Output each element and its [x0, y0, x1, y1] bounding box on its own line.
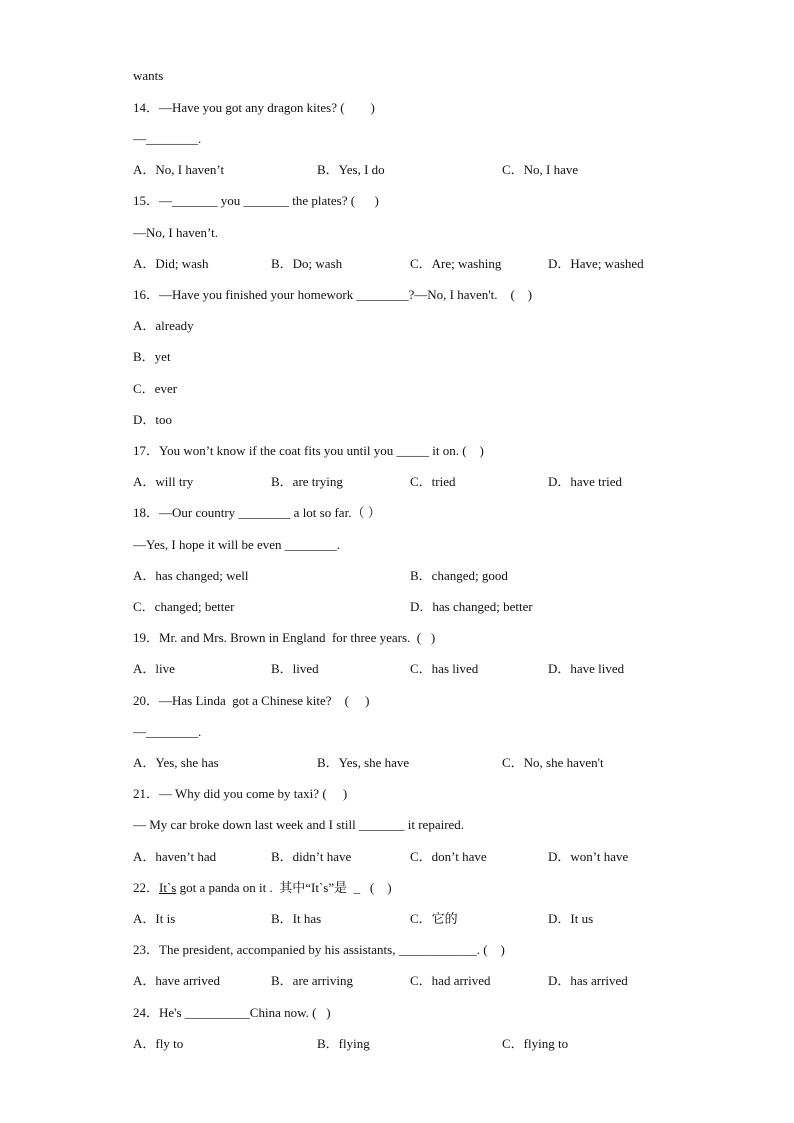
question-14-stem: 14．—Have you got any dragon kites? ( ) — [133, 100, 375, 115]
question-16-option-d: D．too — [133, 412, 173, 427]
question-15-stem: 15．—_______ you _______ the plates? ( ) — [133, 193, 379, 208]
question-22-stem-rest: got a panda on it . 其中“It`s”是 _ ( ) — [176, 880, 392, 895]
option-a: A．Yes, she has — [133, 755, 219, 770]
question-20-stem: 20．—Has Linda got a Chinese kite? ( ) — [133, 693, 370, 708]
option-b: B．It has — [271, 911, 322, 926]
question-23-stem: 23．The president, accompanied by his assistants, ____________. ( ) — [133, 942, 505, 957]
option-c: C．had arrived — [410, 973, 491, 988]
option-d: D．Have; washed — [548, 256, 644, 271]
question-21-stem: 21．— Why did you come by taxi? ( ) — [133, 786, 348, 801]
option-d: D．have lived — [548, 661, 625, 676]
option-d: D．It us — [548, 911, 594, 926]
question-16-option-b: B．yet — [133, 349, 171, 364]
question-17-stem: 17．You won’t know if the coat fits you until you _____ it on. ( ) — [133, 443, 484, 458]
option-c: C．don’t have — [410, 849, 487, 864]
question-19-stem: 19．Mr. and Mrs. Brown in England for three years. ( ) — [133, 630, 436, 645]
option-b: B．lived — [271, 661, 319, 676]
option-b: B．changed; good — [410, 568, 508, 583]
option-a: A．haven’t had — [133, 849, 217, 864]
option-a: A．live — [133, 661, 175, 676]
question-18-followup: —Yes, I hope it will be even ________. — [133, 537, 341, 552]
question-16-option-c: C．ever — [133, 381, 178, 396]
option-d: D．has arrived — [548, 973, 628, 988]
question-15-followup: —No, I haven’t. — [133, 225, 218, 240]
question-21-followup: — My car broke down last week and I still _______ it repaired. — [133, 817, 465, 832]
question-14-followup: —________. — [133, 131, 202, 146]
option-d: D．has changed; better — [410, 599, 533, 614]
option-a: A．will try — [133, 474, 194, 489]
question-22-stem — [133, 880, 392, 896]
option-b: B．Yes, she have — [317, 755, 410, 770]
question-20-followup: —________. — [133, 724, 202, 739]
option-b: B．Do; wash — [271, 256, 343, 271]
option-c: C．Are; washing — [410, 256, 502, 271]
option-b: B．are arriving — [271, 973, 353, 988]
option-a: A．Did; wash — [133, 256, 209, 271]
option-c: C．No, I have — [502, 162, 579, 177]
question-22-number: 22． — [133, 880, 160, 895]
option-a: A．No, I haven’t — [133, 162, 225, 177]
option-c: C．changed; better — [133, 599, 235, 614]
option-c: C．它的 — [410, 911, 458, 926]
option-c: C．has lived — [410, 661, 479, 676]
option-b: B．didn’t have — [271, 849, 352, 864]
option-c: C．No, she haven't — [502, 755, 604, 770]
option-a: A．have arrived — [133, 973, 220, 988]
option-a: A．has changed; well — [133, 568, 249, 583]
option-b: B．Yes, I do — [317, 162, 385, 177]
option-d: D．have tried — [548, 474, 623, 489]
question-16-option-a: A．already — [133, 318, 194, 333]
intro-text: wants — [133, 68, 164, 83]
question-18-stem: 18．—Our country ________ a lot so far.（ ） — [133, 505, 381, 520]
question-16-stem: 16．—Have you finished your homework ________?—No, I haven't. ( ) — [133, 287, 533, 302]
option-a: A．It is — [133, 911, 176, 926]
option-c: C．tried — [410, 474, 456, 489]
option-d: D．won’t have — [548, 849, 629, 864]
option-c: C．flying to — [502, 1036, 569, 1051]
option-b: B．are trying — [271, 474, 343, 489]
question-24-stem: 24．He's __________China now. ( ) — [133, 1005, 331, 1020]
option-b: B．flying — [317, 1036, 370, 1051]
underlined-word: It`s — [159, 880, 177, 895]
option-a: A．fly to — [133, 1036, 184, 1051]
